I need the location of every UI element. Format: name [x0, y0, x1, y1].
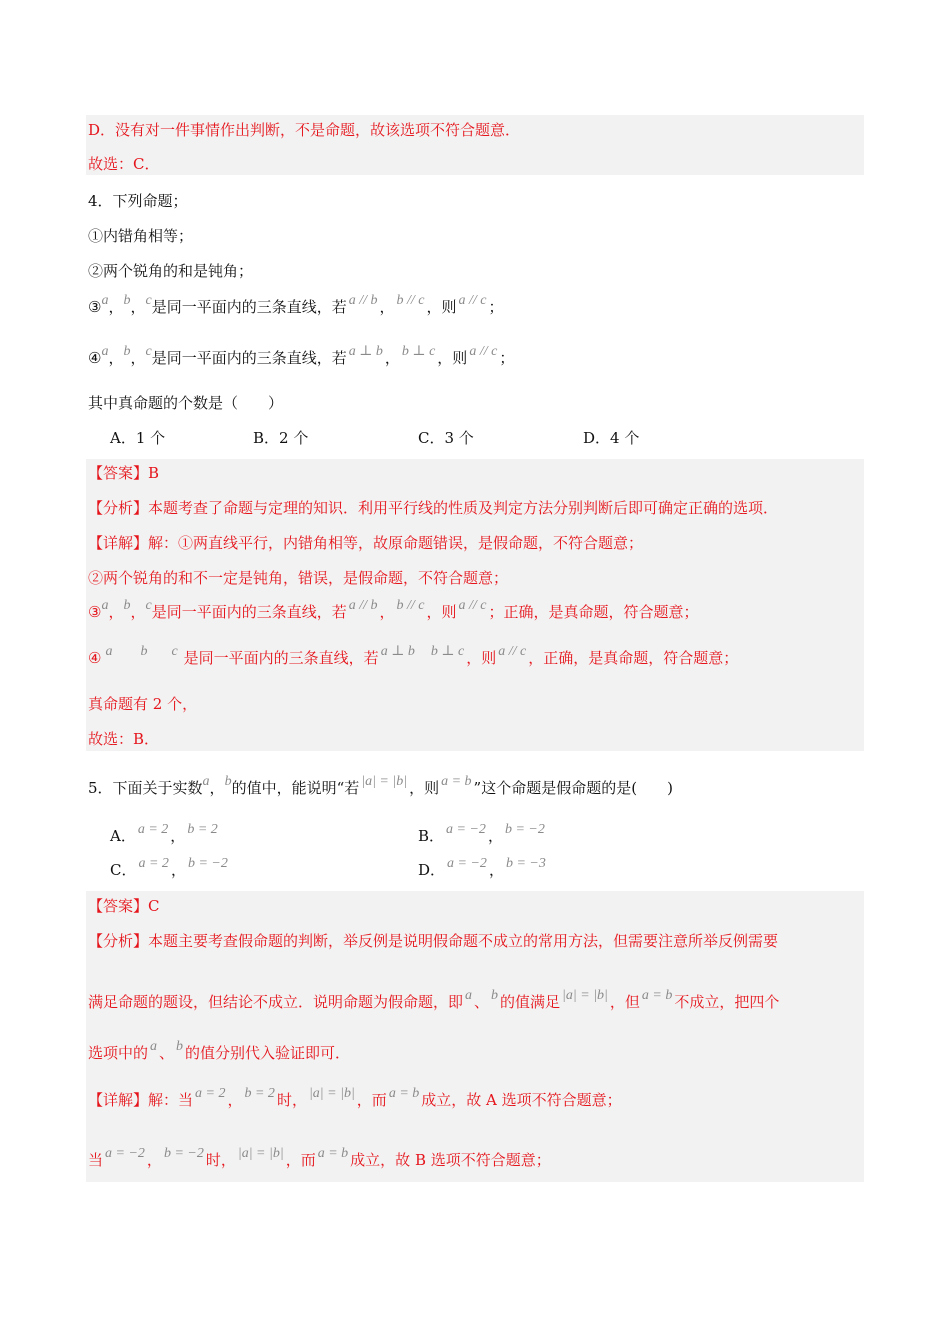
sep: ，: [130, 298, 146, 316]
math-var: a: [150, 1039, 158, 1054]
math-expr: b = 2: [187, 822, 218, 837]
detail-line-2: [88, 1146, 551, 1172]
text: ，而: [356, 1091, 387, 1109]
math-var: b: [140, 644, 148, 659]
math-expr: a = 2: [195, 1086, 226, 1101]
marker: ③: [88, 298, 102, 316]
math-expr: a = b: [317, 1146, 349, 1161]
marker: ④: [88, 349, 102, 367]
detail-line: 真命题有 2 个，: [88, 695, 198, 713]
text: ，则: [426, 603, 457, 621]
marker: ④: [88, 649, 102, 667]
text: 的值分别代入验证即可．: [185, 1044, 351, 1062]
text: ，正确，是真命题，符合题意；: [528, 649, 739, 667]
option-b: [418, 822, 547, 848]
math-var: b: [123, 344, 131, 359]
math-var: b: [491, 988, 499, 1003]
answer-label: 【答案】B: [88, 464, 160, 482]
math-expr: a = 2: [138, 856, 169, 871]
math-expr: b = 2: [244, 1086, 275, 1101]
text: 不成立，把四个: [674, 993, 780, 1011]
text: ；: [499, 349, 515, 367]
text: 的值中，能说明“若: [231, 779, 360, 797]
text: 选项中的: [88, 1044, 149, 1062]
proposition-2: ②两个锐角的和是钝角；: [88, 262, 254, 280]
text: 、: [159, 1044, 175, 1062]
math-expr: |a| = |b|: [361, 774, 408, 789]
text: 当: [88, 1151, 104, 1169]
math-expr: |a| = |b|: [562, 988, 608, 1003]
text-line: D．没有对一件事情作出判断，不是命题，故该选项不符合题意．: [88, 121, 521, 139]
math-expr: b = −2: [187, 856, 228, 871]
text: 5．下面关于实数: [88, 779, 203, 797]
detail-line: ②两个锐角的和不一定是钝角，错误，是假命题，不符合题意；: [88, 569, 509, 587]
math-expr: a // c: [458, 598, 487, 613]
text: ，则: [466, 649, 497, 667]
sep: ，: [108, 298, 124, 316]
sep: ，: [487, 827, 503, 845]
math-var: b: [224, 774, 232, 789]
math-expr: a // c: [498, 644, 527, 659]
sep: ，: [130, 603, 146, 621]
sep: ，: [209, 779, 225, 797]
text: 是同一平面内的三条直线，若: [183, 649, 379, 667]
option-label: C．: [110, 861, 137, 879]
proposition-4: [88, 344, 515, 370]
math-expr: |a| = |b|: [308, 1086, 355, 1101]
analysis-line: 【分析】本题考查了命题与定理的知识．利用平行线的性质及判定方法分别判断后即可确定正确的选项．: [88, 499, 779, 517]
math-var: c: [145, 344, 152, 359]
math-var: c: [171, 644, 178, 659]
math-expr: b ⊥ c: [401, 344, 436, 359]
math-expr: b = −3: [505, 856, 546, 871]
sep: ，: [379, 298, 395, 316]
math-var: a: [101, 344, 109, 359]
question-4-stem: 4．下列命题；: [88, 192, 188, 210]
sep: ，: [108, 349, 124, 367]
text: 是同一平面内的三条直线，若: [151, 349, 347, 367]
proposition-1: ①内错角相等；: [88, 227, 194, 245]
option-d: D．4 个: [583, 429, 640, 447]
text: 时，: [276, 1091, 307, 1109]
math-expr: b = −2: [163, 1146, 204, 1161]
math-expr: a // c: [469, 344, 498, 359]
question-5-stem: [88, 774, 673, 800]
math-var: a: [101, 598, 109, 613]
option-label: B．: [418, 827, 445, 845]
answer-label: 【答案】C: [88, 897, 160, 915]
detail-line: 故选：B．: [88, 730, 160, 748]
math-expr: a ⊥ b: [348, 344, 383, 359]
text: 是同一平面内的三条直线，若: [151, 298, 347, 316]
question-4-prompt: 其中真命题的个数是（ ）: [88, 394, 284, 412]
option-a: [110, 822, 220, 848]
text: ，但: [609, 993, 640, 1011]
text: 的值满足: [500, 993, 561, 1011]
math-var: a: [101, 293, 109, 308]
option-b: B．2 个: [253, 429, 309, 447]
math-var: c: [145, 598, 152, 613]
math-var: a: [202, 774, 210, 789]
analysis-line-3: [88, 1039, 351, 1065]
sep: ，: [488, 861, 504, 879]
math-expr: b = −2: [504, 822, 545, 837]
detail-line-1: [88, 1086, 622, 1112]
marker: ③: [88, 603, 102, 621]
math-var: c: [145, 293, 152, 308]
math-expr: |a| = |b|: [237, 1146, 284, 1161]
math-expr: a = b: [388, 1086, 420, 1101]
option-a: A．1 个: [110, 429, 166, 447]
detail-line-3: [88, 598, 699, 624]
detail-line: 【详解】解：①两直线平行，内错角相等，故原命题错误，是假命题，不符合题意；: [88, 534, 644, 552]
math-var: b: [123, 598, 131, 613]
option-c: [110, 856, 230, 882]
detail-line-4: [88, 644, 739, 670]
sep: ，: [108, 603, 124, 621]
sep: ，: [146, 1151, 162, 1169]
analysis-line-2: [88, 988, 780, 1014]
option-label: D．: [418, 861, 446, 879]
math-expr: a = b: [441, 774, 472, 789]
math-var: b: [123, 293, 131, 308]
sep: ，: [384, 349, 400, 367]
option-c: C．3 个: [418, 429, 474, 447]
math-var: a: [105, 644, 113, 659]
math-expr: a // c: [458, 293, 487, 308]
text: 成立，故 B 选项不符合题意；: [350, 1151, 551, 1169]
sep: ，: [227, 1091, 243, 1109]
text: 是同一平面内的三条直线，若: [151, 603, 347, 621]
proposition-3: [88, 293, 504, 319]
math-expr: a = b: [641, 988, 673, 1003]
math-expr: a = 2: [137, 822, 169, 837]
math-expr: a = −2: [446, 822, 486, 837]
math-expr: a = −2: [105, 1146, 145, 1161]
option-label: A．: [110, 827, 136, 845]
math-expr: a // b: [348, 598, 378, 613]
text: ，则: [426, 298, 457, 316]
text: ”这个命题是假命题的是( ): [473, 779, 673, 797]
sep: ，: [170, 827, 186, 845]
sep: ，: [130, 349, 146, 367]
sep: ，: [170, 861, 186, 879]
math-var: a: [465, 988, 473, 1003]
text: ，则: [409, 779, 440, 797]
text: ；: [488, 298, 504, 316]
math-var: b: [176, 1039, 184, 1054]
math-expr: a ⊥ b: [380, 644, 415, 659]
text: 、: [474, 993, 490, 1011]
sep: ，: [379, 603, 395, 621]
option-d: [418, 856, 548, 882]
text: 满足命题的题设，但结论不成立．说明命题为假命题，即: [88, 993, 464, 1011]
math-expr: a // b: [348, 293, 378, 308]
text: ，则: [437, 349, 468, 367]
text: ；正确，是真命题，符合题意；: [488, 603, 699, 621]
math-expr: b ⊥ c: [430, 644, 465, 659]
text: 成立，故 A 选项不符合题意；: [421, 1091, 622, 1109]
math-expr: b // c: [396, 598, 425, 613]
text-line: 故选：C．: [88, 155, 160, 173]
math-expr: a = −2: [447, 856, 487, 871]
text: 时，: [205, 1151, 236, 1169]
text: ，而: [285, 1151, 316, 1169]
analysis-line: 【分析】本题主要考查假命题的判断，举反例是说明假命题不成立的常用方法，但需要注意所举反例需要: [88, 932, 779, 950]
text: 【详解】解：当: [88, 1091, 194, 1109]
math-expr: b // c: [396, 293, 425, 308]
